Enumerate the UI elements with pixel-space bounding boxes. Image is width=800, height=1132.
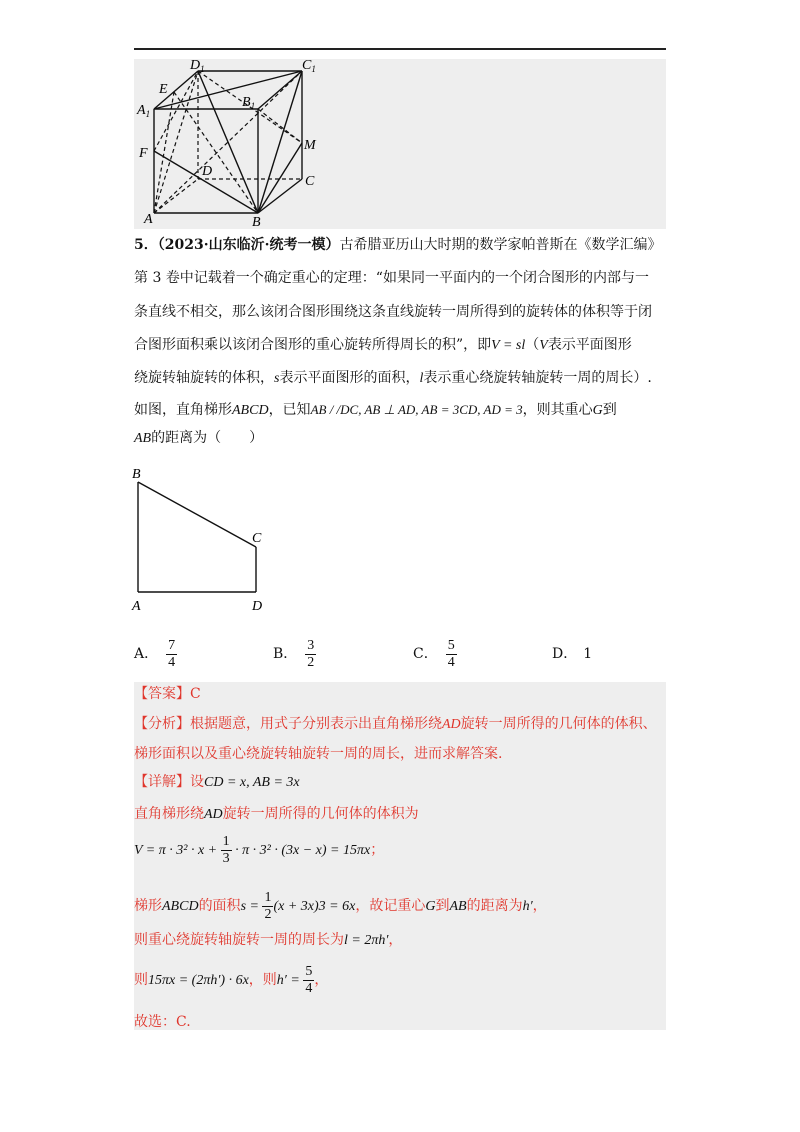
volume-equation: V = π · 3² · x + $\frac{1}{3}$ · π · 3² · (3x − x) = 15πx； xyxy=(134,833,385,866)
label-C1: $C_1$ xyxy=(302,58,316,74)
then-line: 则15πx = (2πh′) · 6x，则h′ = $\frac{5}{4}$ ， xyxy=(134,963,329,996)
detail-line: 【详解】设CD = x, AB = 3x xyxy=(134,774,300,790)
label-D: D xyxy=(202,164,213,179)
trap-label-A: A xyxy=(132,599,141,614)
perimeter-line: 则重心绕旋转轴旋转一周的周长为l = 2πh′， xyxy=(134,932,403,948)
question-line-2: 第 3 卷中记载着一个确定重心的定理：“如果同一平面内的一个闭合图形的内部与一 xyxy=(134,270,649,286)
trapezoid-figure xyxy=(130,462,280,612)
label-A: A xyxy=(144,212,153,227)
edge-CB xyxy=(138,482,256,547)
question-line-4: 合图形面积乘以该闭合图形的重心旋转所得周长的积”，即V = sl（V表示平面图形 xyxy=(134,337,632,353)
trap-label-B: B xyxy=(132,467,141,482)
answer-label: 【答案】C xyxy=(134,686,201,702)
question-line-1: 5．（2023·山东临沂·统考一模）古希腊亚历山大时期的数学家帕普斯在《数学汇编》 xyxy=(134,237,662,253)
label-B: B xyxy=(252,215,261,230)
label-D1: $D_1$ xyxy=(190,58,205,74)
question-line-7: AB的距离为（ ） xyxy=(134,430,264,446)
option-a[interactable]: A． $\frac{7}{4}$ xyxy=(134,637,176,670)
option-c[interactable]: C． $\frac{5}{4}$ xyxy=(413,637,455,670)
label-M: M xyxy=(304,138,316,153)
label-C: C xyxy=(305,174,315,189)
analysis-line-1: 【分析】根据题意，用式子分别表示出直角梯形绕AD旋转一周所得的几何体的体积、 xyxy=(134,716,657,732)
option-d[interactable]: D． 1 xyxy=(552,646,593,662)
cube-figure xyxy=(134,59,334,229)
label-A1: $A_1$ xyxy=(137,103,151,119)
trap-label-C: C xyxy=(252,531,262,546)
top-rule xyxy=(134,48,666,50)
analysis-line-2: 梯形面积以及重心绕旋转轴旋转一周的周长，进而求解答案. xyxy=(134,746,503,762)
question-line-3: 条直线不相交，那么该闭合图形围绕这条直线旋转一周所得到的旋转体的体积等于闭 xyxy=(134,304,652,320)
trap-label-D: D xyxy=(252,599,263,614)
option-b[interactable]: B． $\frac{3}{2}$ xyxy=(273,637,315,670)
label-E: E xyxy=(159,82,168,97)
volume-intro: 直角梯形绕AD旋转一周所得的几何体的体积为 xyxy=(134,806,419,822)
question-line-6: 如图，直角梯形ABCD，已知AB / /DC, AB ⊥ AD, AB = 3CD, AD = 3，则其重心G到 xyxy=(134,402,617,418)
label-F: F xyxy=(139,146,148,161)
area-line: 梯形ABCD的面积s = $\frac{1}{2}$ (x + 3x)3 = 6x，故记重心G到AB的距离为h′， xyxy=(134,889,547,922)
final-choice: 故选：C. xyxy=(134,1014,191,1030)
label-B1: $B_1$ xyxy=(242,95,256,111)
question-line-5: 绕旋转轴旋转的体积，s表示平面图形的面积，l表示重心绕旋转轴旋转一周的周长）. xyxy=(134,370,652,386)
